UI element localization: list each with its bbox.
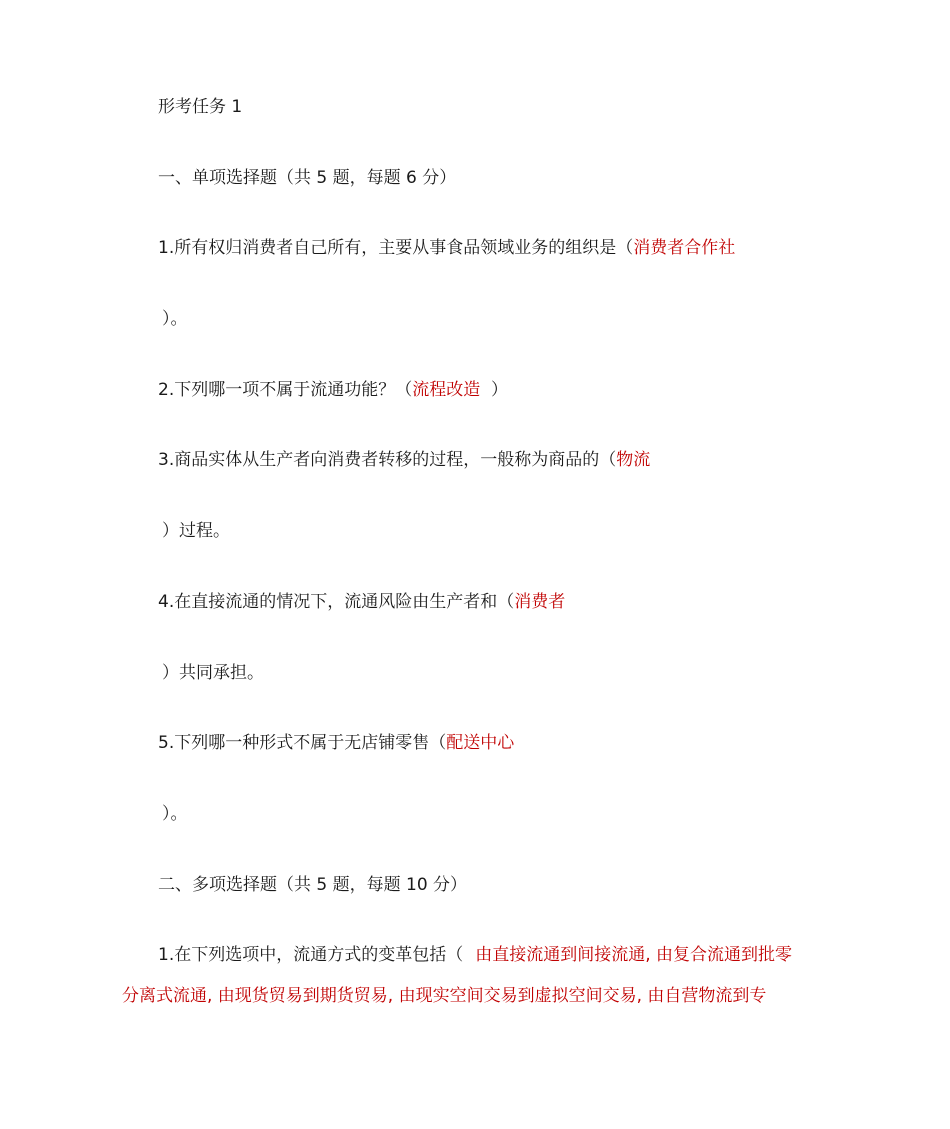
question-stem: 1.所有权归消费者自己所有，主要从事食品领域业务的组织是（ xyxy=(158,238,634,258)
question-answer: 物流 xyxy=(616,450,651,470)
question-stem: 5.下列哪一种形式不属于无店铺零售（ xyxy=(158,733,447,753)
question-4 xyxy=(158,591,565,613)
multi-question-1-answer-continued: 分离式流通, 由现货贸易到期货贸易, 由现实空间交易到虚拟空间交易, 由自营物流到专 xyxy=(122,986,767,1006)
question-3-close: ）过程。 xyxy=(162,521,230,541)
question-answer: 由直接流通到间接流通, 由复合流通到批零 xyxy=(475,945,793,965)
question-stem: 3.商品实体从生产者向消费者转移的过程，一般称为商品的（ xyxy=(158,450,617,470)
question-answer: 配送中心 xyxy=(446,733,515,753)
section-heading-multiple-choice: 二、多项选择题（共 5 题，每题 10 分） xyxy=(158,875,468,895)
question-close: ） xyxy=(480,380,509,400)
question-2 xyxy=(158,379,508,401)
question-answer: 消费者 xyxy=(514,592,566,612)
question-stem: 4.在直接流通的情况下，流通风险由生产者和（ xyxy=(158,592,515,612)
multi-question-1 xyxy=(158,944,792,966)
question-answer: 消费者合作社 xyxy=(633,238,736,258)
question-stem: 2.下列哪一项不属于流通功能？（ xyxy=(158,380,413,400)
question-1-close: ）。 xyxy=(162,309,188,329)
question-3 xyxy=(158,449,650,471)
document-title: 形考任务 1 xyxy=(158,97,243,117)
section-heading-single-choice: 一、单项选择题（共 5 题，每题 6 分） xyxy=(158,168,457,188)
question-5-close: ）。 xyxy=(162,804,188,824)
question-stem: 1.在下列选项中，流通方式的变革包括（ xyxy=(158,945,464,965)
question-4-close: ）共同承担。 xyxy=(162,663,264,683)
question-5 xyxy=(158,732,514,754)
question-1 xyxy=(158,237,735,259)
question-answer: 流程改造 xyxy=(412,380,481,400)
